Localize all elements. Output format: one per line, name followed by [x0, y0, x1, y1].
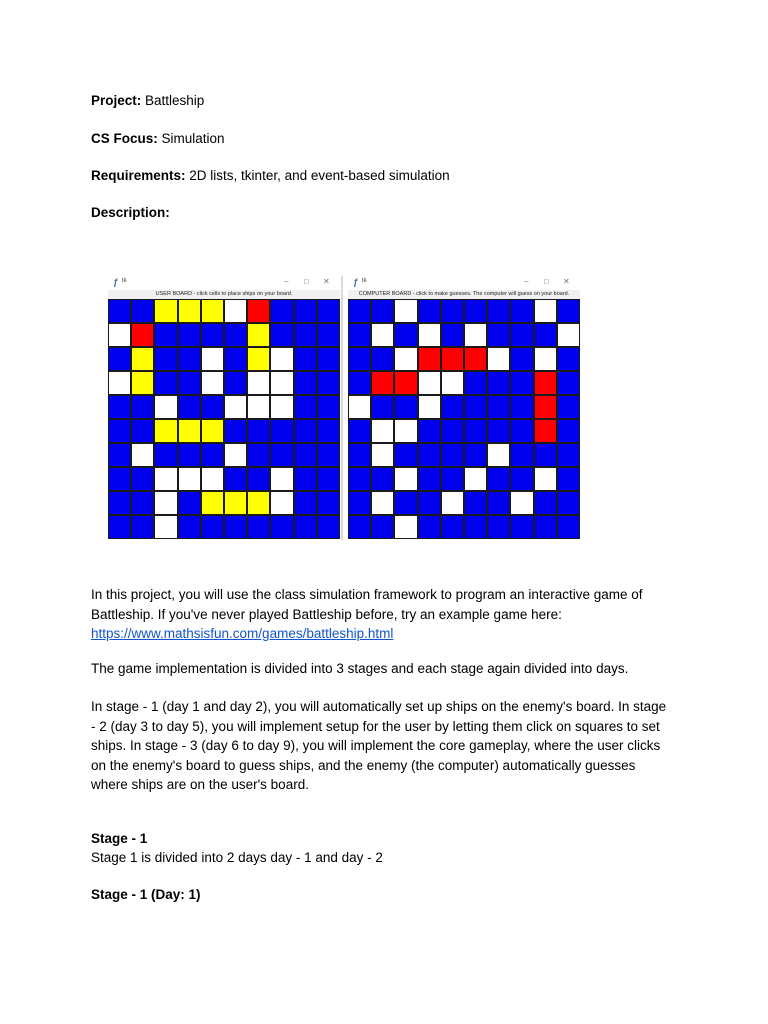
computer-board-cell — [441, 299, 464, 323]
computer-board-cell — [534, 467, 557, 491]
user-board-cell — [247, 491, 270, 515]
user-board-cell — [131, 419, 154, 443]
user-board-cell — [294, 419, 317, 443]
computer-board-cell — [418, 395, 441, 419]
user-board-cell — [131, 323, 154, 347]
user-board-cell — [178, 347, 201, 371]
computer-board-cell — [441, 371, 464, 395]
computer-board-cell — [371, 515, 394, 539]
computer-board-cell — [534, 371, 557, 395]
computer-board-cell — [371, 467, 394, 491]
user-board-cell — [224, 515, 247, 539]
computer-board-cell — [464, 467, 487, 491]
user-board-cell — [247, 323, 270, 347]
user-board-cell — [201, 419, 224, 443]
computer-board-cell — [487, 419, 510, 443]
description-line — [91, 203, 170, 223]
computer-board-cell — [557, 323, 580, 347]
user-board-cell — [108, 299, 131, 323]
user-board-cell — [178, 491, 201, 515]
focus-line — [91, 129, 225, 149]
computer-board-grid — [348, 299, 580, 539]
user-board-cell — [317, 515, 340, 539]
user-board-cell — [154, 419, 177, 443]
computer-window-titlebar — [348, 276, 580, 290]
computer-board-cell — [348, 299, 371, 323]
user-board-cell — [224, 419, 247, 443]
stage1-heading — [91, 829, 147, 849]
user-board-cell — [270, 395, 293, 419]
stage-detail-paragraph: In stage - 1 (day 1 and day 2), you will automatically set up ships on the enemy's board. In stage - 2 (day 3 to day 5), you will implement setup for the user by letting them click on squares to set ships. In stage - 3 (day 6 to day 9), you will implement the core gameplay, where the user clicks on the enemy's board to guess ships, and the enemy (the computer) automatically guesses where ships are on the user's board. — [91, 699, 667, 792]
computer-board-caption: COMPUTER BOARD - click to make guesses. The computer will guess on your board. — [348, 290, 580, 299]
user-board-cell — [247, 395, 270, 419]
user-board-cell — [108, 323, 131, 347]
user-board-cell — [270, 443, 293, 467]
computer-board-cell — [441, 395, 464, 419]
computer-board-cell — [394, 299, 417, 323]
close-icon: ✕ — [323, 277, 330, 286]
requirements-label: Requirements: — [91, 168, 186, 183]
computer-board-cell — [510, 491, 533, 515]
computer-board-cell — [487, 371, 510, 395]
computer-board-cell — [394, 491, 417, 515]
user-board-cell — [178, 467, 201, 491]
user-board-cell — [224, 299, 247, 323]
computer-board-cell — [510, 467, 533, 491]
user-board-cell — [270, 323, 293, 347]
computer-board-cell — [371, 323, 394, 347]
stage1-heading-text: Stage - 1 — [91, 831, 148, 846]
computer-board-cell — [464, 491, 487, 515]
user-board-cell — [247, 299, 270, 323]
computer-board-cell — [394, 395, 417, 419]
computer-board-cell — [464, 443, 487, 467]
user-board-cell — [317, 371, 340, 395]
user-board-cell — [131, 395, 154, 419]
minimize-icon: – — [524, 277, 529, 286]
user-board-cell — [317, 347, 340, 371]
requirements-value: 2D lists, tkinter, and event-based simulation — [189, 168, 450, 183]
computer-board-cell — [557, 299, 580, 323]
computer-board-cell — [394, 323, 417, 347]
computer-board-cell — [464, 323, 487, 347]
user-board-cell — [270, 419, 293, 443]
user-board-cell — [224, 371, 247, 395]
project-line — [91, 91, 204, 111]
stages-paragraph: The game implementation is divided into 3 stages and each stage again divided into days. — [91, 661, 629, 676]
stage1-day1-heading-text: Stage - 1 (Day: 1) — [91, 887, 201, 902]
computer-board-cell — [418, 419, 441, 443]
user-board-cell — [294, 395, 317, 419]
computer-board-cell — [534, 299, 557, 323]
user-board-cell — [154, 395, 177, 419]
computer-board-cell — [418, 443, 441, 467]
computer-board-cell — [394, 371, 417, 395]
computer-board-cell — [534, 323, 557, 347]
computer-board-cell — [371, 347, 394, 371]
computer-board-cell — [487, 491, 510, 515]
user-board-cell — [178, 323, 201, 347]
user-board-cell — [224, 395, 247, 419]
user-board-cell — [131, 371, 154, 395]
user-board-cell — [178, 299, 201, 323]
user-board-cell — [201, 491, 224, 515]
computer-board-cell — [371, 371, 394, 395]
computer-board-cell — [394, 515, 417, 539]
computer-board-cell — [441, 515, 464, 539]
user-board-grid — [108, 299, 340, 539]
user-board-cell — [224, 347, 247, 371]
user-board-cell — [317, 491, 340, 515]
user-board-cell — [178, 395, 201, 419]
computer-board-cell — [510, 347, 533, 371]
computer-board-cell — [534, 419, 557, 443]
user-board-cell — [294, 467, 317, 491]
computer-board-cell — [557, 395, 580, 419]
computer-board-cell — [348, 395, 371, 419]
computer-board-cell — [557, 467, 580, 491]
computer-board-cell — [510, 299, 533, 323]
user-board-cell — [224, 323, 247, 347]
user-board-window — [108, 276, 340, 540]
user-board-cell — [294, 371, 317, 395]
computer-board-cell — [557, 419, 580, 443]
user-board-cell — [178, 515, 201, 539]
intro-paragraph — [91, 585, 671, 644]
user-board-cell — [317, 323, 340, 347]
computer-board-cell — [441, 419, 464, 443]
user-board-cell — [131, 347, 154, 371]
computer-board-cell — [487, 515, 510, 539]
computer-board-cell — [464, 419, 487, 443]
computer-window-title: tk — [362, 278, 367, 284]
computer-board-cell — [441, 467, 464, 491]
computer-board-cell — [464, 299, 487, 323]
computer-board-cell — [371, 395, 394, 419]
intro-text: In this project, you will use the class simulation framework to program an interactive game of Battleship. If you've never played Battleship before, try an example game here: — [91, 587, 643, 622]
user-board-cell — [247, 515, 270, 539]
user-board-cell — [270, 491, 293, 515]
user-board-cell — [154, 491, 177, 515]
user-board-cell — [178, 443, 201, 467]
computer-board-window — [348, 276, 580, 540]
user-board-cell — [108, 515, 131, 539]
computer-board-cell — [510, 443, 533, 467]
user-board-cell — [270, 347, 293, 371]
user-board-cell — [317, 419, 340, 443]
user-board-cell — [270, 467, 293, 491]
user-board-cell — [294, 299, 317, 323]
computer-board-cell — [348, 347, 371, 371]
user-board-cell — [247, 443, 270, 467]
user-board-cell — [294, 323, 317, 347]
user-board-cell — [294, 443, 317, 467]
user-board-cell — [131, 515, 154, 539]
user-board-cell — [201, 515, 224, 539]
computer-board-cell — [557, 443, 580, 467]
user-board-cell — [270, 515, 293, 539]
user-board-cell — [154, 323, 177, 347]
tk-feather-icon: ƒ — [353, 277, 359, 287]
user-board-cell — [294, 347, 317, 371]
user-board-cell — [108, 347, 131, 371]
computer-board-cell — [557, 347, 580, 371]
computer-board-cell — [418, 491, 441, 515]
user-board-cell — [201, 323, 224, 347]
user-board-cell — [317, 467, 340, 491]
user-board-cell — [108, 443, 131, 467]
computer-board-cell — [510, 419, 533, 443]
computer-board-cell — [418, 347, 441, 371]
computer-board-cell — [394, 443, 417, 467]
user-board-cell — [247, 347, 270, 371]
tk-feather-icon: ƒ — [113, 277, 119, 287]
computer-board-cell — [510, 371, 533, 395]
user-board-cell — [294, 491, 317, 515]
computer-board-cell — [348, 443, 371, 467]
user-board-cell — [201, 395, 224, 419]
battleship-example-link[interactable]: https://www.mathsisfun.com/games/battleship.html — [91, 626, 394, 641]
computer-board-cell — [418, 515, 441, 539]
user-board-cell — [108, 491, 131, 515]
computer-board-cell — [464, 515, 487, 539]
user-window-title: tk — [122, 278, 127, 284]
computer-board-cell — [510, 323, 533, 347]
minimize-icon: – — [284, 277, 289, 286]
computer-board-cell — [487, 299, 510, 323]
user-board-cell — [247, 371, 270, 395]
maximize-icon: □ — [304, 277, 309, 286]
user-board-cell — [270, 371, 293, 395]
description-label: Description: — [91, 205, 170, 220]
computer-board-cell — [510, 395, 533, 419]
user-board-cell — [131, 443, 154, 467]
computer-board-cell — [487, 347, 510, 371]
computer-board-cell — [418, 371, 441, 395]
computer-board-cell — [418, 323, 441, 347]
computer-board-cell — [348, 371, 371, 395]
user-board-cell — [154, 371, 177, 395]
user-board-cell — [178, 419, 201, 443]
user-board-cell — [108, 395, 131, 419]
focus-value: Simulation — [161, 131, 225, 146]
computer-board-cell — [534, 395, 557, 419]
user-board-cell — [131, 467, 154, 491]
user-board-cell — [201, 443, 224, 467]
computer-board-cell — [348, 323, 371, 347]
user-board-cell — [294, 515, 317, 539]
user-board-cell — [154, 467, 177, 491]
user-board-cell — [154, 347, 177, 371]
computer-board-cell — [418, 467, 441, 491]
user-board-cell — [178, 371, 201, 395]
focus-label: CS Focus: — [91, 131, 158, 146]
computer-board-cell — [534, 491, 557, 515]
user-board-cell — [131, 491, 154, 515]
user-board-cell — [224, 467, 247, 491]
computer-board-cell — [534, 443, 557, 467]
computer-board-cell — [464, 395, 487, 419]
user-window-titlebar — [108, 276, 340, 290]
computer-board-cell — [487, 395, 510, 419]
user-board-cell — [154, 443, 177, 467]
computer-board-cell — [487, 323, 510, 347]
user-board-cell — [270, 299, 293, 323]
computer-board-cell — [348, 515, 371, 539]
maximize-icon: □ — [544, 277, 549, 286]
computer-board-cell — [557, 515, 580, 539]
computer-board-cell — [371, 491, 394, 515]
computer-board-cell — [394, 467, 417, 491]
user-board-cell — [201, 467, 224, 491]
stage1-text: Stage 1 is divided into 2 days day - 1 and day - 2 — [91, 850, 383, 865]
computer-board-cell — [510, 515, 533, 539]
computer-board-cell — [348, 419, 371, 443]
project-label: Project: — [91, 93, 142, 108]
user-board-caption: USER BOARD - click cells to place ships on your board. — [108, 290, 340, 299]
computer-board-cell — [441, 443, 464, 467]
computer-board-cell — [348, 491, 371, 515]
user-board-cell — [247, 419, 270, 443]
computer-board-cell — [441, 323, 464, 347]
user-board-cell — [201, 371, 224, 395]
computer-board-cell — [371, 443, 394, 467]
user-board-cell — [108, 419, 131, 443]
computer-board-cell — [487, 467, 510, 491]
computer-board-cell — [557, 371, 580, 395]
user-board-cell — [317, 443, 340, 467]
user-board-cell — [317, 299, 340, 323]
project-value: Battleship — [145, 93, 205, 108]
window-separator — [340, 276, 348, 540]
user-board-cell — [317, 395, 340, 419]
user-board-cell — [108, 467, 131, 491]
user-board-cell — [154, 515, 177, 539]
user-board-cell — [224, 443, 247, 467]
computer-board-cell — [371, 299, 394, 323]
user-board-cell — [131, 299, 154, 323]
computer-board-cell — [348, 467, 371, 491]
computer-board-cell — [464, 347, 487, 371]
computer-board-cell — [441, 347, 464, 371]
computer-board-cell — [464, 371, 487, 395]
user-board-cell — [201, 299, 224, 323]
requirements-line — [91, 166, 450, 186]
close-icon: ✕ — [563, 277, 570, 286]
computer-board-cell — [487, 443, 510, 467]
user-board-cell — [108, 371, 131, 395]
computer-board-cell — [394, 419, 417, 443]
stage1-day1-heading — [91, 885, 201, 905]
user-board-cell — [224, 491, 247, 515]
computer-board-cell — [534, 347, 557, 371]
computer-board-cell — [394, 347, 417, 371]
computer-board-cell — [557, 491, 580, 515]
computer-board-cell — [441, 491, 464, 515]
user-board-cell — [201, 347, 224, 371]
user-board-cell — [247, 467, 270, 491]
computer-board-cell — [371, 419, 394, 443]
user-board-cell — [154, 299, 177, 323]
computer-board-cell — [418, 299, 441, 323]
computer-board-cell — [534, 515, 557, 539]
